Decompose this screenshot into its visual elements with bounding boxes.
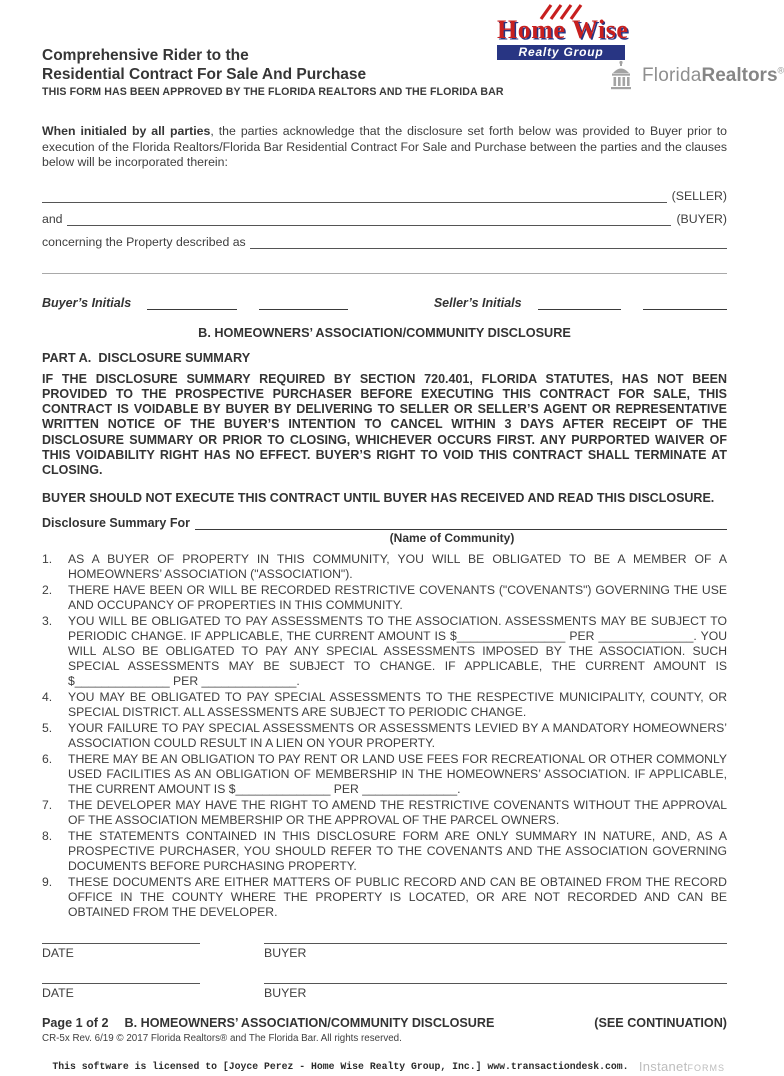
concerning-label: concerning the Property described as xyxy=(42,234,246,249)
item-number: 4. xyxy=(42,689,53,704)
date-signature-line-1[interactable] xyxy=(42,932,200,944)
buyer-row xyxy=(42,210,727,226)
item-number: 3. xyxy=(42,613,53,628)
voidability-notice: IF THE DISCLOSURE SUMMARY REQUIRED BY SECTION 720.401, FLORIDA STATUTES, HAS NOT BEEN PROVIDED TO THE PROSPECTIVE PURCHASER BEFORE EXECUTING THIS CONTRACT FOR SALE, THIS CONTRACT IS VOIDABLE BY BUYER BY DELIVERING TO SELLER OR SELLER’S AGENT OR REPRESENTATIVE WRITTEN NOTICE OF THE BUYER’S INTENTION TO CANCEL WITHIN 3 DAYS AFTER RECEIPT OF THE DISCLOSURE SUMMARY OR PRIOR TO CLOSING, WHICHEVER OCCURS FIRST. ANY PURPORTED WAIVER OF THIS VOIDABILITY RIGHT HAS NO EFFECT. BUYER’S RIGHT TO VOID THIS CONTRACT SHALL TERMINATE AT CLOSING. xyxy=(42,371,727,478)
license-row xyxy=(42,1058,727,1076)
list-item xyxy=(42,752,727,797)
page-title-line2: Residential Contract For Sale And Purchase xyxy=(42,66,367,83)
date-signature-line-2[interactable] xyxy=(42,972,200,984)
part-a-heading: PART A. DISCLOSURE SUMMARY xyxy=(42,350,251,365)
buyer-initials-line-2[interactable] xyxy=(259,296,349,310)
property-description-line-2[interactable] xyxy=(42,258,727,274)
signature-row-2 xyxy=(42,972,727,1000)
florida-realtors-wordmark: FloridaRealtors® xyxy=(642,65,784,86)
property-row xyxy=(42,233,727,249)
seller-initials-line-2[interactable] xyxy=(643,296,727,310)
list-item xyxy=(42,875,727,920)
approval-statement: THIS FORM HAS BEEN APPROVED BY THE FLORIDA REALTORS AND THE FLORIDA BAR xyxy=(42,86,504,98)
date-signature-block xyxy=(42,972,200,1000)
footer-heading-row xyxy=(42,1016,727,1030)
list-item xyxy=(42,583,727,613)
seller-row xyxy=(42,187,727,203)
property-row-2 xyxy=(42,258,727,274)
buyer-suffix-label: (BUYER) xyxy=(676,211,727,226)
item-text: THE STATEMENTS CONTAINED IN THIS DISCLOSURE FORM ARE ONLY SUMMARY IN NATURE, AND, AS A PROSPECTIVE PURCHASER, YOU SHOULD REFER TO THE COVENANTS AND THE ASSOCIATION GOVERNING DOCUMENTS BEFORE PURCHASING PROPERTY. xyxy=(68,828,727,873)
list-item xyxy=(42,614,727,689)
buyer-label: BUYER xyxy=(264,945,307,960)
item-number: 7. xyxy=(42,797,53,812)
buyer-signature-block xyxy=(264,932,727,960)
sellers-initials-label: Seller’s Initials xyxy=(433,295,522,310)
item-number: 8. xyxy=(42,828,53,843)
buyer-signature-block xyxy=(264,972,727,1000)
buyer-signature-line-1[interactable] xyxy=(264,932,727,944)
seller-name-line[interactable] xyxy=(42,187,667,203)
list-item xyxy=(42,690,727,720)
homewise-logo-name: Home Wise xyxy=(497,15,629,44)
list-item xyxy=(42,829,727,874)
item-text: THE DEVELOPER MAY HAVE THE RIGHT TO AMEND THE RESTRICTIVE COVENANTS WITHOUT THE APPROVAL OF THE ASSOCIATION MEMBERSHIP OR THE APPROVAL OF THE PARCEL OWNERS. xyxy=(68,797,727,827)
and-label: and xyxy=(42,211,63,226)
summary-for-label: Disclosure Summary For xyxy=(42,515,190,530)
item-text: YOUR FAILURE TO PAY SPECIAL ASSESSMENTS OR ASSESSMENTS LEVIED BY A MANDATORY HOMEOWNERS’ ASSOCIATION COULD RESULT IN A LIEN ON YOUR PROPERTY. xyxy=(68,720,727,750)
section-heading: B. HOMEOWNERS’ ASSOCIATION/COMMUNITY DISCLOSURE xyxy=(198,325,571,340)
page-title-line1: Comprehensive Rider to the xyxy=(42,47,249,64)
item-number: 9. xyxy=(42,874,53,889)
seller-suffix-label: (SELLER) xyxy=(671,188,727,203)
florida-realtors-logo xyxy=(605,60,784,92)
item-number: 5. xyxy=(42,720,53,735)
software-license-text: This software is licensed to [Joyce Perez - Home Wise Realty Group, Inc.] www.transactiondesk.com. xyxy=(52,1061,629,1073)
homewise-logo-tagline: Realty Group xyxy=(497,45,625,60)
item-number: 2. xyxy=(42,582,53,597)
signature-row-1 xyxy=(42,932,727,960)
document-header xyxy=(42,0,784,112)
see-continuation-label: (SEE CONTINUATION) xyxy=(594,1015,727,1030)
list-item xyxy=(42,552,727,582)
item-text: AS A BUYER OF PROPERTY IN THIS COMMUNITY, YOU WILL BE OBLIGATED TO BE A MEMBER OF A HOMEOWNERS’ ASSOCIATION ("ASSOCIATION"). xyxy=(68,551,727,581)
intro-body-text: , the parties acknowledge that the disclosure set forth below was provided to Buyer prior to execution of the Florida Realtors/Florida Bar Residential Contract For Sale and Purchase between the parties and the clauses below will be incorporated therein: xyxy=(42,124,727,169)
footer-form-title: B. HOMEOWNERS’ ASSOCIATION/COMMUNITY DISCLOSURE xyxy=(124,1015,495,1030)
buyer-initials-line-1[interactable] xyxy=(147,296,237,310)
item-text: YOU WILL BE OBLIGATED TO PAY ASSESSMENTS TO THE ASSOCIATION. ASSESSMENTS MAY BE SUBJECT TO PERIODIC CHANGE. IF APPLICABLE, THE CURRENT AMOUNT IS $________________ PER ______________. YOU WILL ALSO BE OBLIGATED TO PAY ANY SPECIAL ASSESSMENTS IMPOSED BY THE ASSOCIATION. SUCH SPECIAL ASSESSMENTS MAY BE SUBJECT TO CHANGE. IF APPLICABLE, THE CURRENT AMOUNT IS $______________ PER ______________. xyxy=(68,613,727,688)
capitol-building-icon xyxy=(605,60,637,92)
homewise-logo xyxy=(497,4,629,60)
intro-lead-bold: When initialed by all parties xyxy=(42,124,211,138)
buyer-name-line[interactable] xyxy=(67,210,672,226)
community-caption: (Name of Community) xyxy=(389,530,515,545)
intro-paragraph xyxy=(42,124,727,171)
item-number: 6. xyxy=(42,751,53,766)
instanetforms-logo: InstanetFORMS xyxy=(638,1058,725,1074)
buyer-signature-line-2[interactable] xyxy=(264,972,727,984)
execute-notice: BUYER SHOULD NOT EXECUTE THIS CONTRACT UNTIL BUYER HAS RECEIVED AND READ THIS DISCLOSURE. xyxy=(42,490,715,505)
initials-row xyxy=(42,296,727,310)
date-label: DATE xyxy=(42,945,74,960)
item-number: 1. xyxy=(42,551,53,566)
community-name-line[interactable] xyxy=(195,515,727,530)
list-item xyxy=(42,798,727,828)
disclosure-summary-for-row xyxy=(42,515,727,530)
disclosure-items-list xyxy=(42,552,727,920)
buyer-label: BUYER xyxy=(264,985,307,1000)
item-text: THERE MAY BE AN OBLIGATION TO PAY RENT OR LAND USE FEES FOR RECREATIONAL OR OTHER COMMONLY USED FACILITIES AS AN OBLIGATION OF MEMBERSHIP IN THE HOMEOWNERS’ ASSOCIATION. IF APPLICABLE, THE CURRENT AMOUNT IS $______________ PER ______________. xyxy=(68,751,727,796)
item-text: THESE DOCUMENTS ARE EITHER MATTERS OF PUBLIC RECORD AND CAN BE OBTAINED FROM THE RECORD OFFICE IN THE COUNTY WHERE THE PROPERTY IS LOCATED, OR ARE NOT RECORDED AND CAN BE OBTAINED FROM THE DEVELOPER. xyxy=(68,874,727,919)
date-signature-block xyxy=(42,932,200,960)
property-description-line[interactable] xyxy=(250,233,727,249)
date-label: DATE xyxy=(42,985,74,1000)
item-text: YOU MAY BE OBLIGATED TO PAY SPECIAL ASSESSMENTS TO THE RESPECTIVE MUNICIPALITY, COUNTY, OR SPECIAL DISTRICT. ALL ASSESSMENTS ARE SUBJECT TO PERIODIC CHANGE. xyxy=(68,689,727,719)
seller-initials-line-1[interactable] xyxy=(538,296,622,310)
item-text: THERE HAVE BEEN OR WILL BE RECORDED RESTRICTIVE COVENANTS ("COVENANTS") GOVERNING THE USE AND OCCUPANCY OF PROPERTIES IN THIS COMMUNITY. xyxy=(68,582,727,612)
list-item xyxy=(42,721,727,751)
buyers-initials-label: Buyer’s Initials xyxy=(42,295,132,310)
revision-copyright-line: CR-5x Rev. 6/19 © 2017 Florida Realtors® and The Florida Bar. All rights reserved. xyxy=(42,1032,402,1044)
page-number: Page 1 of 2 xyxy=(42,1015,109,1030)
